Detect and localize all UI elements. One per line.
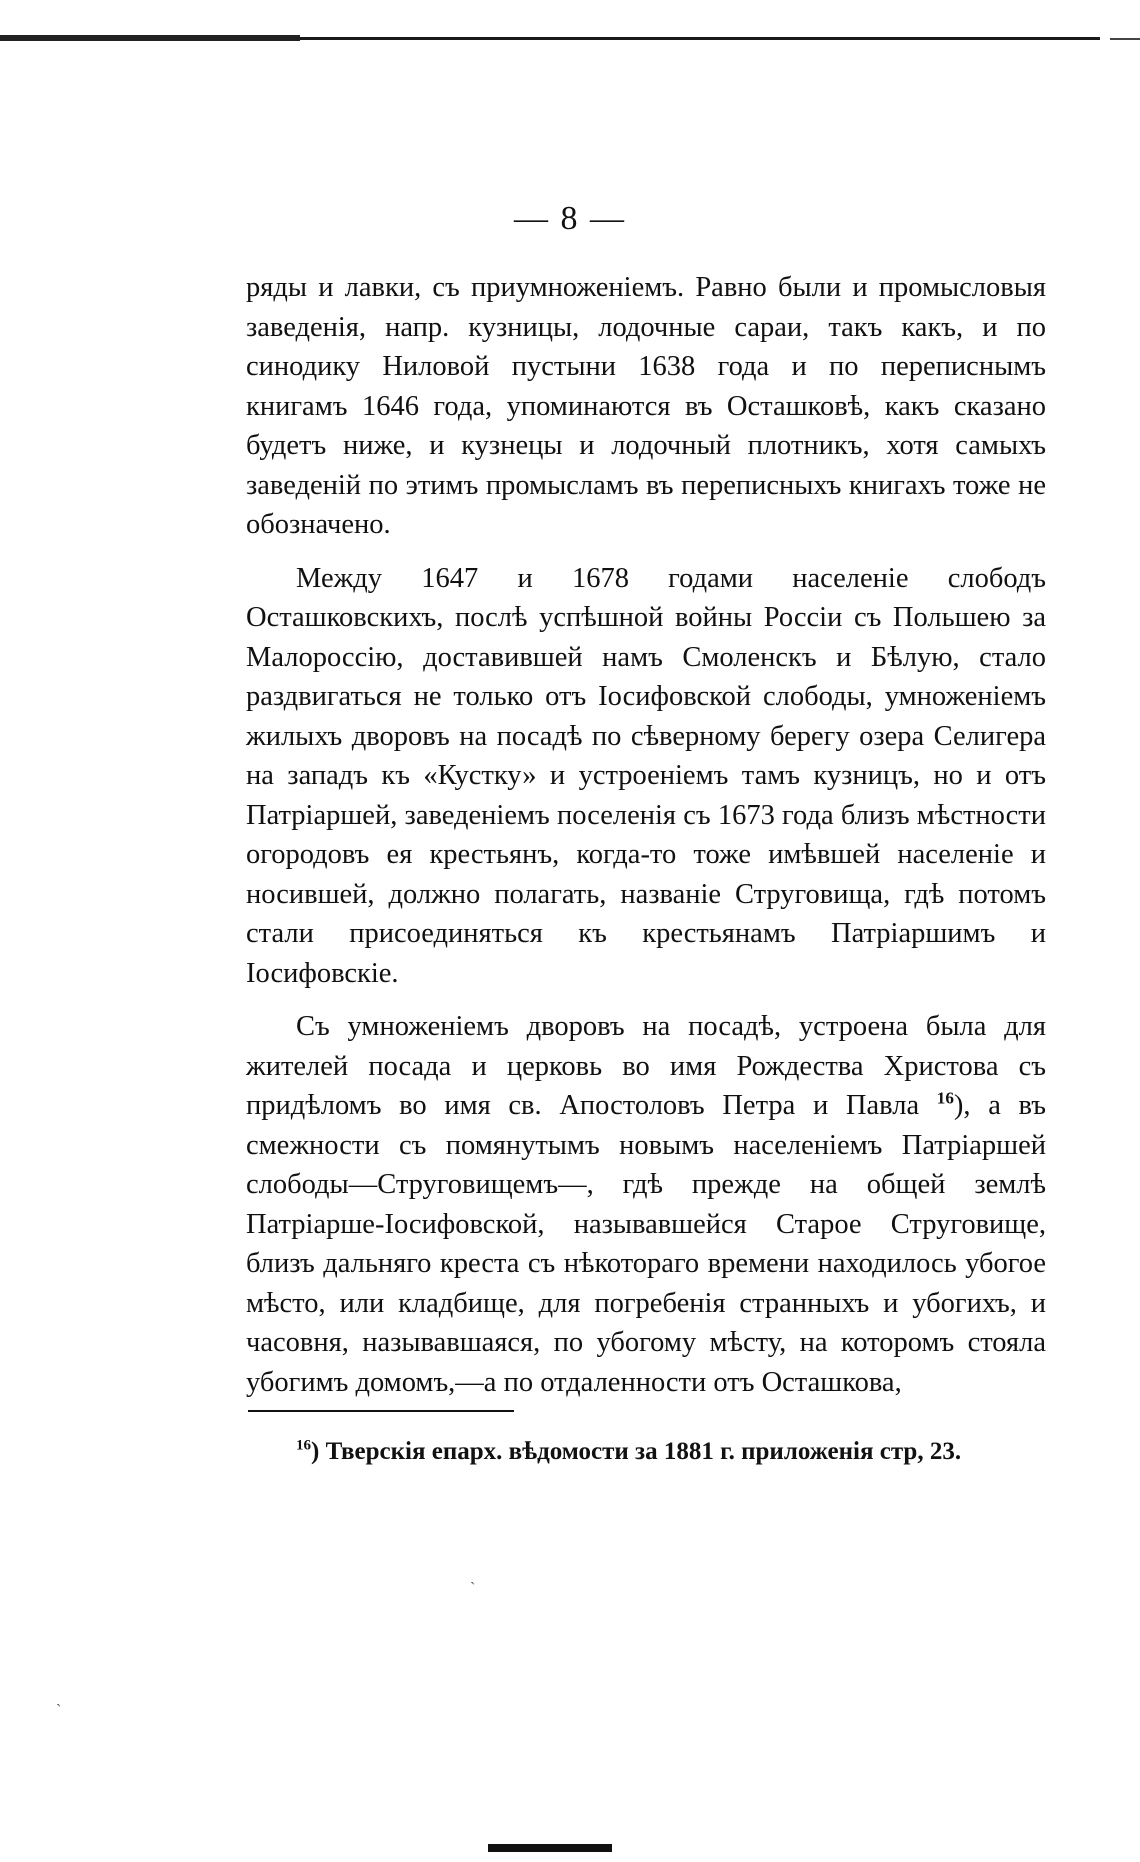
paragraph-3 (246, 1007, 1046, 1402)
footnote-separator (248, 1410, 514, 1412)
footnote-text: ) Тверскія епарх. вѣдомости за 1881 г. приложенія стр, 23. (311, 1438, 962, 1465)
footnote (296, 1436, 1056, 1468)
footnote-number: 16 (296, 1437, 311, 1454)
footnote-reference: 16 (936, 1088, 954, 1108)
page-footer-bar (488, 1844, 612, 1852)
body-text (246, 268, 1046, 1416)
paragraph-3-text-start: Съ умноженіемъ дворовъ на посадѣ, устроена была для жителей посада и церковь во имя Рождества Христова съ придѣломъ во имя св. Апостоловъ Петра и Павла (246, 1011, 1046, 1121)
stray-mark-1: ˋ (470, 1580, 476, 1597)
page-number: — 8 — (514, 200, 626, 237)
stray-mark-2: ˎ (56, 1690, 62, 1707)
paragraph-1: ряды и лавки, съ приумноженіемъ. Равно были и промысловыя заведенія, напр. кузницы, лодочные сараи, такъ какъ, и по синодику Ниловой пустыни 1638 года и по переписнымъ книгамъ 1646 года, упоминаются въ Осташковѣ, какъ сказано будетъ ниже, и кузнецы и лодочный плотникъ, хотя самыхъ заведеній по этимъ промысламъ въ переписныхъ книгахъ тоже не обозначено. (246, 272, 1046, 540)
paragraph-2: Между 1647 и 1678 годами населеніе слободъ Осташковскихъ, послѣ успѣшной войны Россіи съ Польшею за Малороссію, доставившей намъ Смоленскъ и Бѣлую, стало раздвигаться не только отъ Іосифовской слободы, умноженіемъ жилыхъ дворовъ на посадѣ по сѣверному берегу озера Селигера на западъ къ «Кустку» и устроеніемъ тамъ кузницъ, но и отъ Патріаршей, заведеніемъ поселенія съ 1673 года близъ мѣстности огородовъ ея крестьянъ, когда-то тоже имѣвшей населеніе и носившей, должно полагать, названіе Струговища, гдѣ потомъ стали присоединяться къ крестьянамъ Патріаршимъ и Іосифовскіе. (246, 562, 1046, 989)
scan-edge-artifact (0, 34, 1140, 46)
paragraph-3-text-end: ), а въ смежности съ помянутымъ новымъ населеніемъ Патріаршей слободы—Струговищемъ—, гдѣ прежде на общей землѣ Патріарше-Іосифовской, называвшейся Старое Струговище, близъ дальняго креста съ нѣкотораго времени находилось убогое мѣсто, или кладбище, для погребенія странныхъ и убогихъ, и часовня, называвшаяся, по убогому мѣсту, на которомъ стояла убогимъ домомъ,—а по отдаленности отъ Осташкова, (246, 1090, 1047, 1398)
